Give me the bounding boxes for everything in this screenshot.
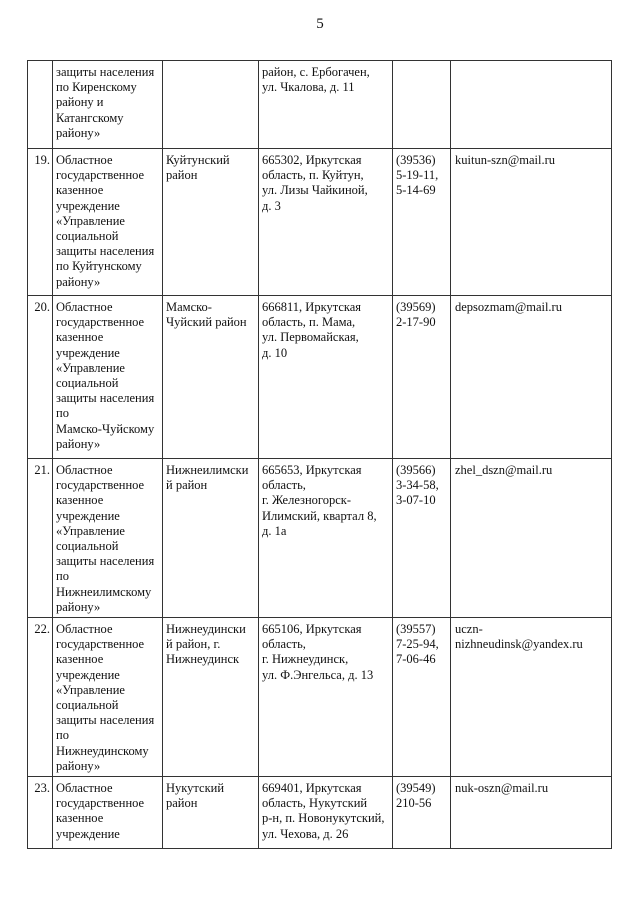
row-number: 19. — [28, 149, 53, 296]
table-row — [28, 777, 612, 849]
email: depsozmam@mail.ru — [451, 296, 612, 459]
institution-name: защиты населения по Киренскому району и Катангскому району» — [53, 61, 163, 149]
district-name: Нижнеилимски й район — [163, 459, 259, 618]
email: uczn- nizhneudinsk@yandex.ru — [451, 618, 612, 777]
row-number: 21. — [28, 459, 53, 618]
email: kuitun-szn@mail.ru — [451, 149, 612, 296]
row-number: 20. — [28, 296, 53, 459]
address: 666811, Иркутская область, п. Мама, ул. Первомайская, д. 10 — [259, 296, 393, 459]
phone: (39557) 7-25-94, 7-06-46 — [393, 618, 451, 777]
email: nuk-oszn@mail.ru — [451, 777, 612, 849]
district-name: Нижнеудински й район, г. Нижнеудинск — [163, 618, 259, 777]
phone: (39549) 210-56 — [393, 777, 451, 849]
table-row — [28, 61, 612, 149]
row-number: 22. — [28, 618, 53, 777]
address: 665106, Иркутская область, г. Нижнеудинск, ул. Ф.Энгельса, д. 13 — [259, 618, 393, 777]
row-number: 23. — [28, 777, 53, 849]
institution-name: Областное государственное казенное учреждение — [53, 777, 163, 849]
address: район, с. Ербогачен, ул. Чкалова, д. 11 — [259, 61, 393, 149]
address: 665302, Иркутская область, п. Куйтун, ул. Лизы Чайкиной, д. 3 — [259, 149, 393, 296]
district-name: Куйтунский район — [163, 149, 259, 296]
district-name — [163, 61, 259, 149]
row-number — [28, 61, 53, 149]
social-protection-offices-table — [27, 60, 612, 849]
phone — [393, 61, 451, 149]
institution-name: Областное государственное казенное учреждение «Управление социальной защиты населения по Мамско-Чуйскому району» — [53, 296, 163, 459]
table-row — [28, 459, 612, 618]
page-number: 5 — [316, 16, 324, 32]
table-row — [28, 618, 612, 777]
institution-name: Областное государственное казенное учреждение «Управление социальной защиты населения по Куйтунскому району» — [53, 149, 163, 296]
email: zhel_dszn@mail.ru — [451, 459, 612, 618]
table-row — [28, 296, 612, 459]
address: 669401, Иркутская область, Нукутский р-н, п. Новонукутский, ул. Чехова, д. 26 — [259, 777, 393, 849]
address: 665653, Иркутская область, г. Железногорск- Илимский, квартал 8, д. 1а — [259, 459, 393, 618]
phone: (39536) 5-19-11, 5-14-69 — [393, 149, 451, 296]
email — [451, 61, 612, 149]
institution-name: Областное государственное казенное учреждение «Управление социальной защиты населения по Нижнеилимскому району» — [53, 459, 163, 618]
phone: (39566) 3-34-58, 3-07-10 — [393, 459, 451, 618]
table-row — [28, 149, 612, 296]
district-name: Нукутский район — [163, 777, 259, 849]
institution-name: Областное государственное казенное учреждение «Управление социальной защиты населения по Нижнеудинскому району» — [53, 618, 163, 777]
district-name: Мамско- Чуйский район — [163, 296, 259, 459]
phone: (39569) 2-17-90 — [393, 296, 451, 459]
